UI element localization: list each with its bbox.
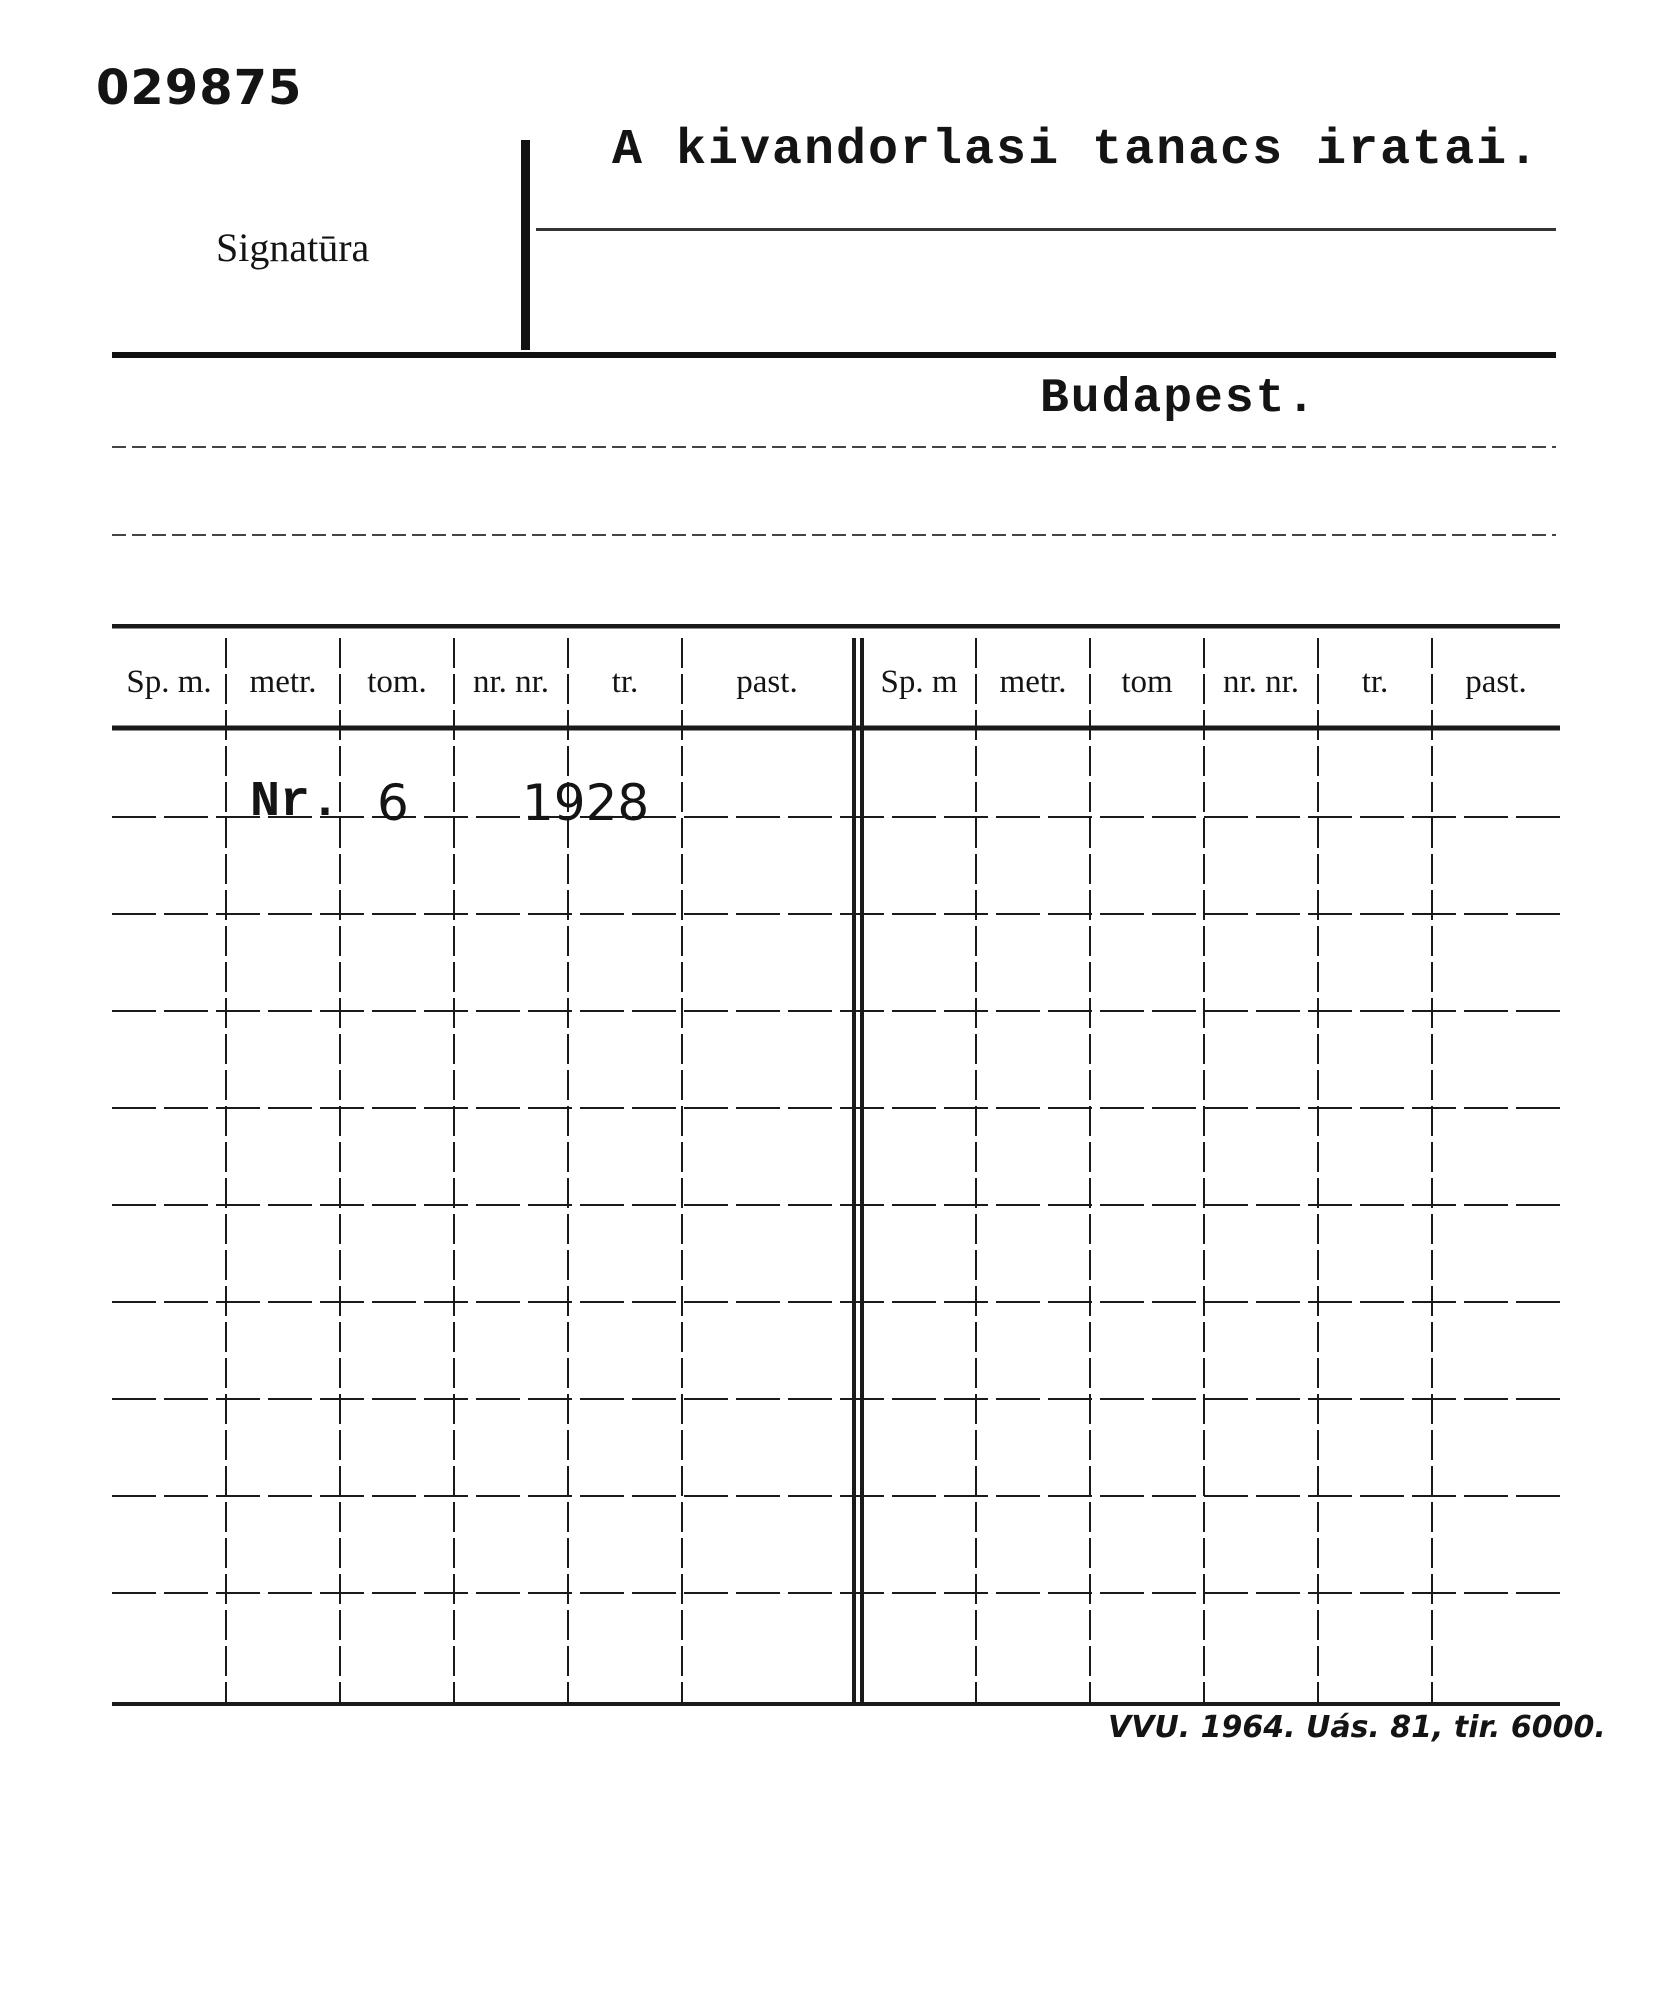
header-metr-left: metr. xyxy=(249,664,317,700)
ledger-table xyxy=(112,624,1560,1708)
header-past-left: past. xyxy=(736,664,798,700)
blank-rule-1 xyxy=(112,446,1556,448)
entry-year: 1928 xyxy=(522,774,650,832)
header-nr-nr-right: nr. nr. xyxy=(1222,664,1300,700)
card-number: 029875 xyxy=(96,60,303,116)
city-label: Budapest. xyxy=(1040,372,1318,426)
blank-rule-2 xyxy=(112,534,1556,536)
header-tr-right: tr. xyxy=(1361,664,1389,700)
collection-title: A kivandorlasi tanacs iratai. xyxy=(612,122,1541,179)
header-vertical-divider xyxy=(521,140,530,350)
entry-nr-label: Nr. xyxy=(250,774,341,831)
title-rule xyxy=(536,228,1556,231)
header-sp-m-left: Sp. m. xyxy=(126,664,212,700)
header-nr-nr-left: nr. nr. xyxy=(472,664,550,700)
header-tom-left: tom. xyxy=(367,664,427,700)
header-tr-left: tr. xyxy=(611,664,639,700)
header-rule xyxy=(112,352,1556,358)
header-sp-m-right: Sp. m xyxy=(880,664,958,700)
header-metr-right: metr. xyxy=(999,664,1067,700)
entry-number: 6 xyxy=(377,774,409,832)
header-tom-right: tom xyxy=(1121,664,1173,700)
print-note: VVU. 1964. Uás. 81, tir. 6000. xyxy=(1108,1710,1606,1745)
signature-label: Signatūra xyxy=(216,225,370,270)
header-past-right: past. xyxy=(1465,664,1527,700)
